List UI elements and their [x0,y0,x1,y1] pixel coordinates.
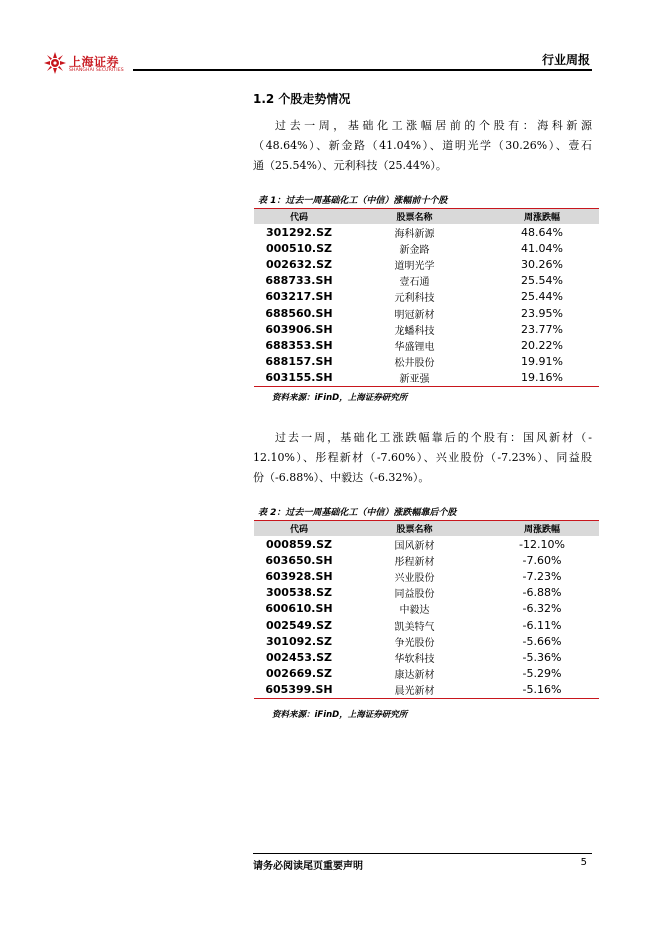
report-type-title: 行业周报 [541,53,590,67]
stock-name-cell: 康达新材 [394,670,435,682]
losers-paragraph [253,428,592,488]
table-header-row [254,208,599,224]
paragraph-line: 过去一周，基础化工涨跌幅靠后的个股有：国风新材（- [275,431,592,444]
weekly-change-cell: -6.88% [522,586,562,600]
table-caption: 表 2：过去一周基础化工（中信）涨跌幅靠后个股 [258,508,457,518]
table-row [254,354,599,370]
table-row [254,585,599,601]
stock-code-cell: 603650.SH [265,553,333,567]
table-row [254,289,599,305]
stock-name-cell: 松井股份 [394,358,435,370]
column-header-code: 代码 [289,525,308,535]
weekly-change-cell: 23.77% [521,322,563,336]
paragraph-line: （48.64%）、新金路（41.04%）、道明光学（30.26%）、壹石 [253,139,592,152]
top-gainers-table [254,208,599,387]
table-row [254,321,599,337]
table-caption: 表 1：过去一周基础化工（中信）涨幅前十个股 [258,196,448,206]
stock-code-cell: 301092.SZ [266,634,332,648]
table-row [254,224,599,240]
stock-code-cell: 600610.SH [265,602,333,616]
weekly-change-cell: -5.66% [522,634,562,648]
weekly-change-cell: -7.23% [522,569,562,583]
stock-code-cell: 688560.SH [265,306,333,320]
stock-code-cell: 603906.SH [265,322,333,336]
stock-code-cell: 603155.SH [265,371,333,385]
stock-name-cell: 华盛锂电 [394,341,435,353]
table-row [254,617,599,633]
stock-name-cell: 同益股份 [394,589,435,601]
table-bottom-rule [254,386,599,387]
weekly-change-cell: 48.64% [521,225,563,239]
table-row [254,633,599,649]
table-row [254,370,599,386]
stock-code-cell: 603928.SH [265,569,333,583]
stock-code-cell: 688733.SH [265,274,333,288]
stock-code-cell: 002669.SZ [266,667,332,681]
stock-code-cell: 301292.SZ [266,225,332,239]
table-row [254,337,599,353]
stock-name-cell: 国风新材 [394,540,435,552]
stock-code-cell: 000510.SZ [266,241,332,255]
weekly-change-cell: -6.11% [522,618,562,632]
stock-name-cell: 中毅达 [399,605,430,617]
table-body [254,536,599,698]
weekly-change-cell: 25.44% [521,290,563,304]
column-header-name: 股票名称 [396,525,433,535]
stock-name-cell: 明冠新材 [394,309,435,321]
weekly-change-cell: 25.54% [521,274,563,288]
table-bottom-rule [254,698,599,699]
logo-chinese-name: 上海证券 [69,55,120,69]
company-logo [44,50,134,76]
table-row [254,666,599,682]
stock-code-cell: 002453.SZ [266,650,332,664]
column-header-change: 周涨跌幅 [523,525,560,535]
weekly-change-cell: 19.16% [521,371,563,385]
stock-code-cell: 000859.SZ [266,537,332,551]
data-source-note: 资料来源：iFinD，上海证券研究所 [272,393,408,403]
stock-name-cell: 彤程新材 [394,556,435,568]
stock-name-cell: 道明光学 [394,260,435,272]
table-row [254,568,599,584]
weekly-change-cell: -6.32% [522,602,562,616]
disclaimer-notice: 请务必阅读尾页重要声明 [253,861,363,872]
stock-name-cell: 争光股份 [394,637,435,649]
column-header-name: 股票名称 [396,213,433,223]
table-header-row [254,520,599,536]
weekly-change-cell: 41.04% [521,241,563,255]
stock-code-cell: 002549.SZ [266,618,332,632]
stock-name-cell: 元利科技 [394,293,435,305]
weekly-change-cell: -5.29% [522,667,562,681]
weekly-change-cell: 23.95% [521,306,563,320]
stock-name-cell: 晨光新材 [394,686,435,698]
paragraph-line: 份（-6.88%）、中毅达（-6.32%）。 [253,471,430,484]
column-header-code: 代码 [289,213,308,223]
stock-code-cell: 688157.SH [265,355,333,369]
stock-name-cell: 龙蟠科技 [394,325,435,337]
table-row [254,256,599,272]
table-body [254,224,599,386]
paragraph-line: 过去一周，基础化工涨幅居前的个股有：海科新源 [275,119,592,132]
weekly-change-cell: -5.16% [522,683,562,697]
stock-name-cell: 兴业股份 [394,572,435,584]
table-row [254,649,599,665]
stock-code-cell: 300538.SZ [266,586,332,600]
stock-name-cell: 新亚强 [399,374,430,386]
footer-divider [253,853,592,854]
data-source-note: 资料来源：iFinD，上海证券研究所 [272,710,408,720]
gainers-paragraph [253,116,592,176]
stock-name-cell: 华软科技 [394,653,435,665]
stock-code-cell: 603217.SH [265,290,333,304]
stock-code-cell: 688353.SH [265,338,333,352]
weekly-change-cell: -7.60% [522,553,562,567]
stock-name-cell: 壹石通 [399,277,430,289]
paragraph-line: 12.10%）、彤程新材（-7.60%）、兴业股份（-7.23%）、同益股 [253,451,592,464]
weekly-change-cell: 20.22% [521,338,563,352]
table-row [254,682,599,698]
stock-code-cell: 002632.SZ [266,257,332,271]
stock-name-cell: 新金路 [399,244,430,256]
header-divider [133,69,592,71]
page-number: 5 [580,857,587,868]
column-header-change: 周涨跌幅 [523,213,560,223]
table-row [254,552,599,568]
stock-name-cell: 凯美特气 [394,621,435,633]
top-losers-table [254,520,599,699]
stock-name-cell: 海科新源 [394,228,435,240]
table-row [254,601,599,617]
table-row [254,305,599,321]
table-row [254,273,599,289]
table-row [254,240,599,256]
stock-code-cell: 605399.SH [265,683,333,697]
weekly-change-cell: 19.91% [521,355,563,369]
paragraph-line: 通（25.54%）、元利科技（25.44%）。 [253,159,447,172]
table-row [254,536,599,552]
shanghai-securities-logo-icon [44,52,66,74]
logo-english-name: SHANGHAI SECURITIES [69,68,124,73]
weekly-change-cell: -12.10% [519,537,565,551]
weekly-change-cell: -5.36% [522,650,562,664]
section-heading: 1.2 个股走势情况 [253,92,351,106]
weekly-change-cell: 30.26% [521,257,563,271]
